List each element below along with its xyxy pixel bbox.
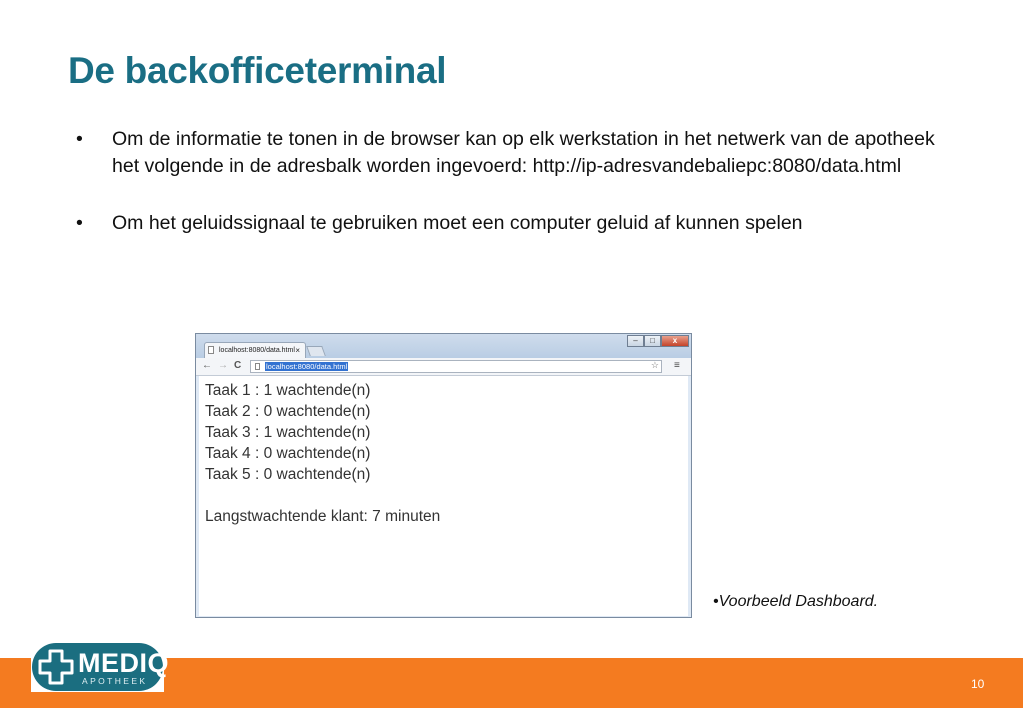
task-line: Taak 2 : 0 wachtende(n) (205, 403, 371, 420)
window-close-button[interactable]: x (661, 335, 689, 347)
bullet-marker: • (76, 128, 83, 150)
new-tab-button[interactable] (306, 346, 326, 356)
page-icon (255, 363, 260, 370)
bookmark-star-icon[interactable]: ☆ (650, 360, 659, 370)
logo-wordmark: MEDIQ (78, 648, 170, 678)
mediq-logo (31, 642, 170, 692)
caption: •Voorbeeld Dashboard. (713, 593, 879, 610)
bullet-list (76, 126, 946, 267)
menu-icon[interactable]: ≡ (674, 360, 680, 371)
cross-icon (37, 648, 75, 686)
slide-title: De backofficeterminal (68, 50, 447, 91)
address-url[interactable]: localhost:8080/data.html (266, 362, 348, 371)
browser-screenshot (195, 333, 692, 618)
address-bar[interactable] (250, 360, 662, 373)
bullet-text: Om de informatie te tonen in de browser kan op elk werkstation in het netwerk van de apotheek het volgende in de adresbalk worden ingevoerd: http://ip-adresvandebaliepc:8080/data.html (112, 128, 935, 177)
window-controls (627, 335, 689, 347)
task-line: Taak 4 : 0 wachtende(n) (205, 445, 371, 462)
tab-close-icon[interactable]: × (295, 346, 300, 355)
bullet-item (76, 126, 946, 180)
reload-icon[interactable]: C (234, 360, 242, 371)
logo-subtitle: APOTHEEK (82, 676, 148, 686)
task-line: Taak 5 : 0 wachtende(n) (205, 466, 371, 483)
wait-summary: Langstwachtende klant: 7 minuten (205, 508, 441, 525)
page-content (199, 376, 688, 616)
task-line: Taak 3 : 1 wachtende(n) (205, 424, 371, 441)
browser-toolbar (196, 358, 691, 376)
browser-titlebar (196, 334, 691, 358)
bullet-text: Om het geluidssignaal te gebruiken moet een computer geluid af kunnen spelen (112, 212, 803, 234)
bullet-item (76, 210, 946, 237)
page-number: 10 (971, 677, 985, 691)
tab-title: localhost:8080/data.html (219, 347, 295, 354)
page-icon (208, 346, 214, 354)
logo-background (32, 643, 170, 691)
minimize-button[interactable]: – (627, 335, 644, 347)
forward-arrow-icon[interactable]: → (218, 360, 228, 371)
task-line: Taak 1 : 1 wachtende(n) (205, 382, 371, 399)
back-arrow-icon[interactable]: ← (202, 360, 212, 371)
maximize-button[interactable]: □ (644, 335, 661, 347)
browser-tab[interactable] (204, 342, 306, 358)
bullet-marker: • (76, 212, 83, 234)
